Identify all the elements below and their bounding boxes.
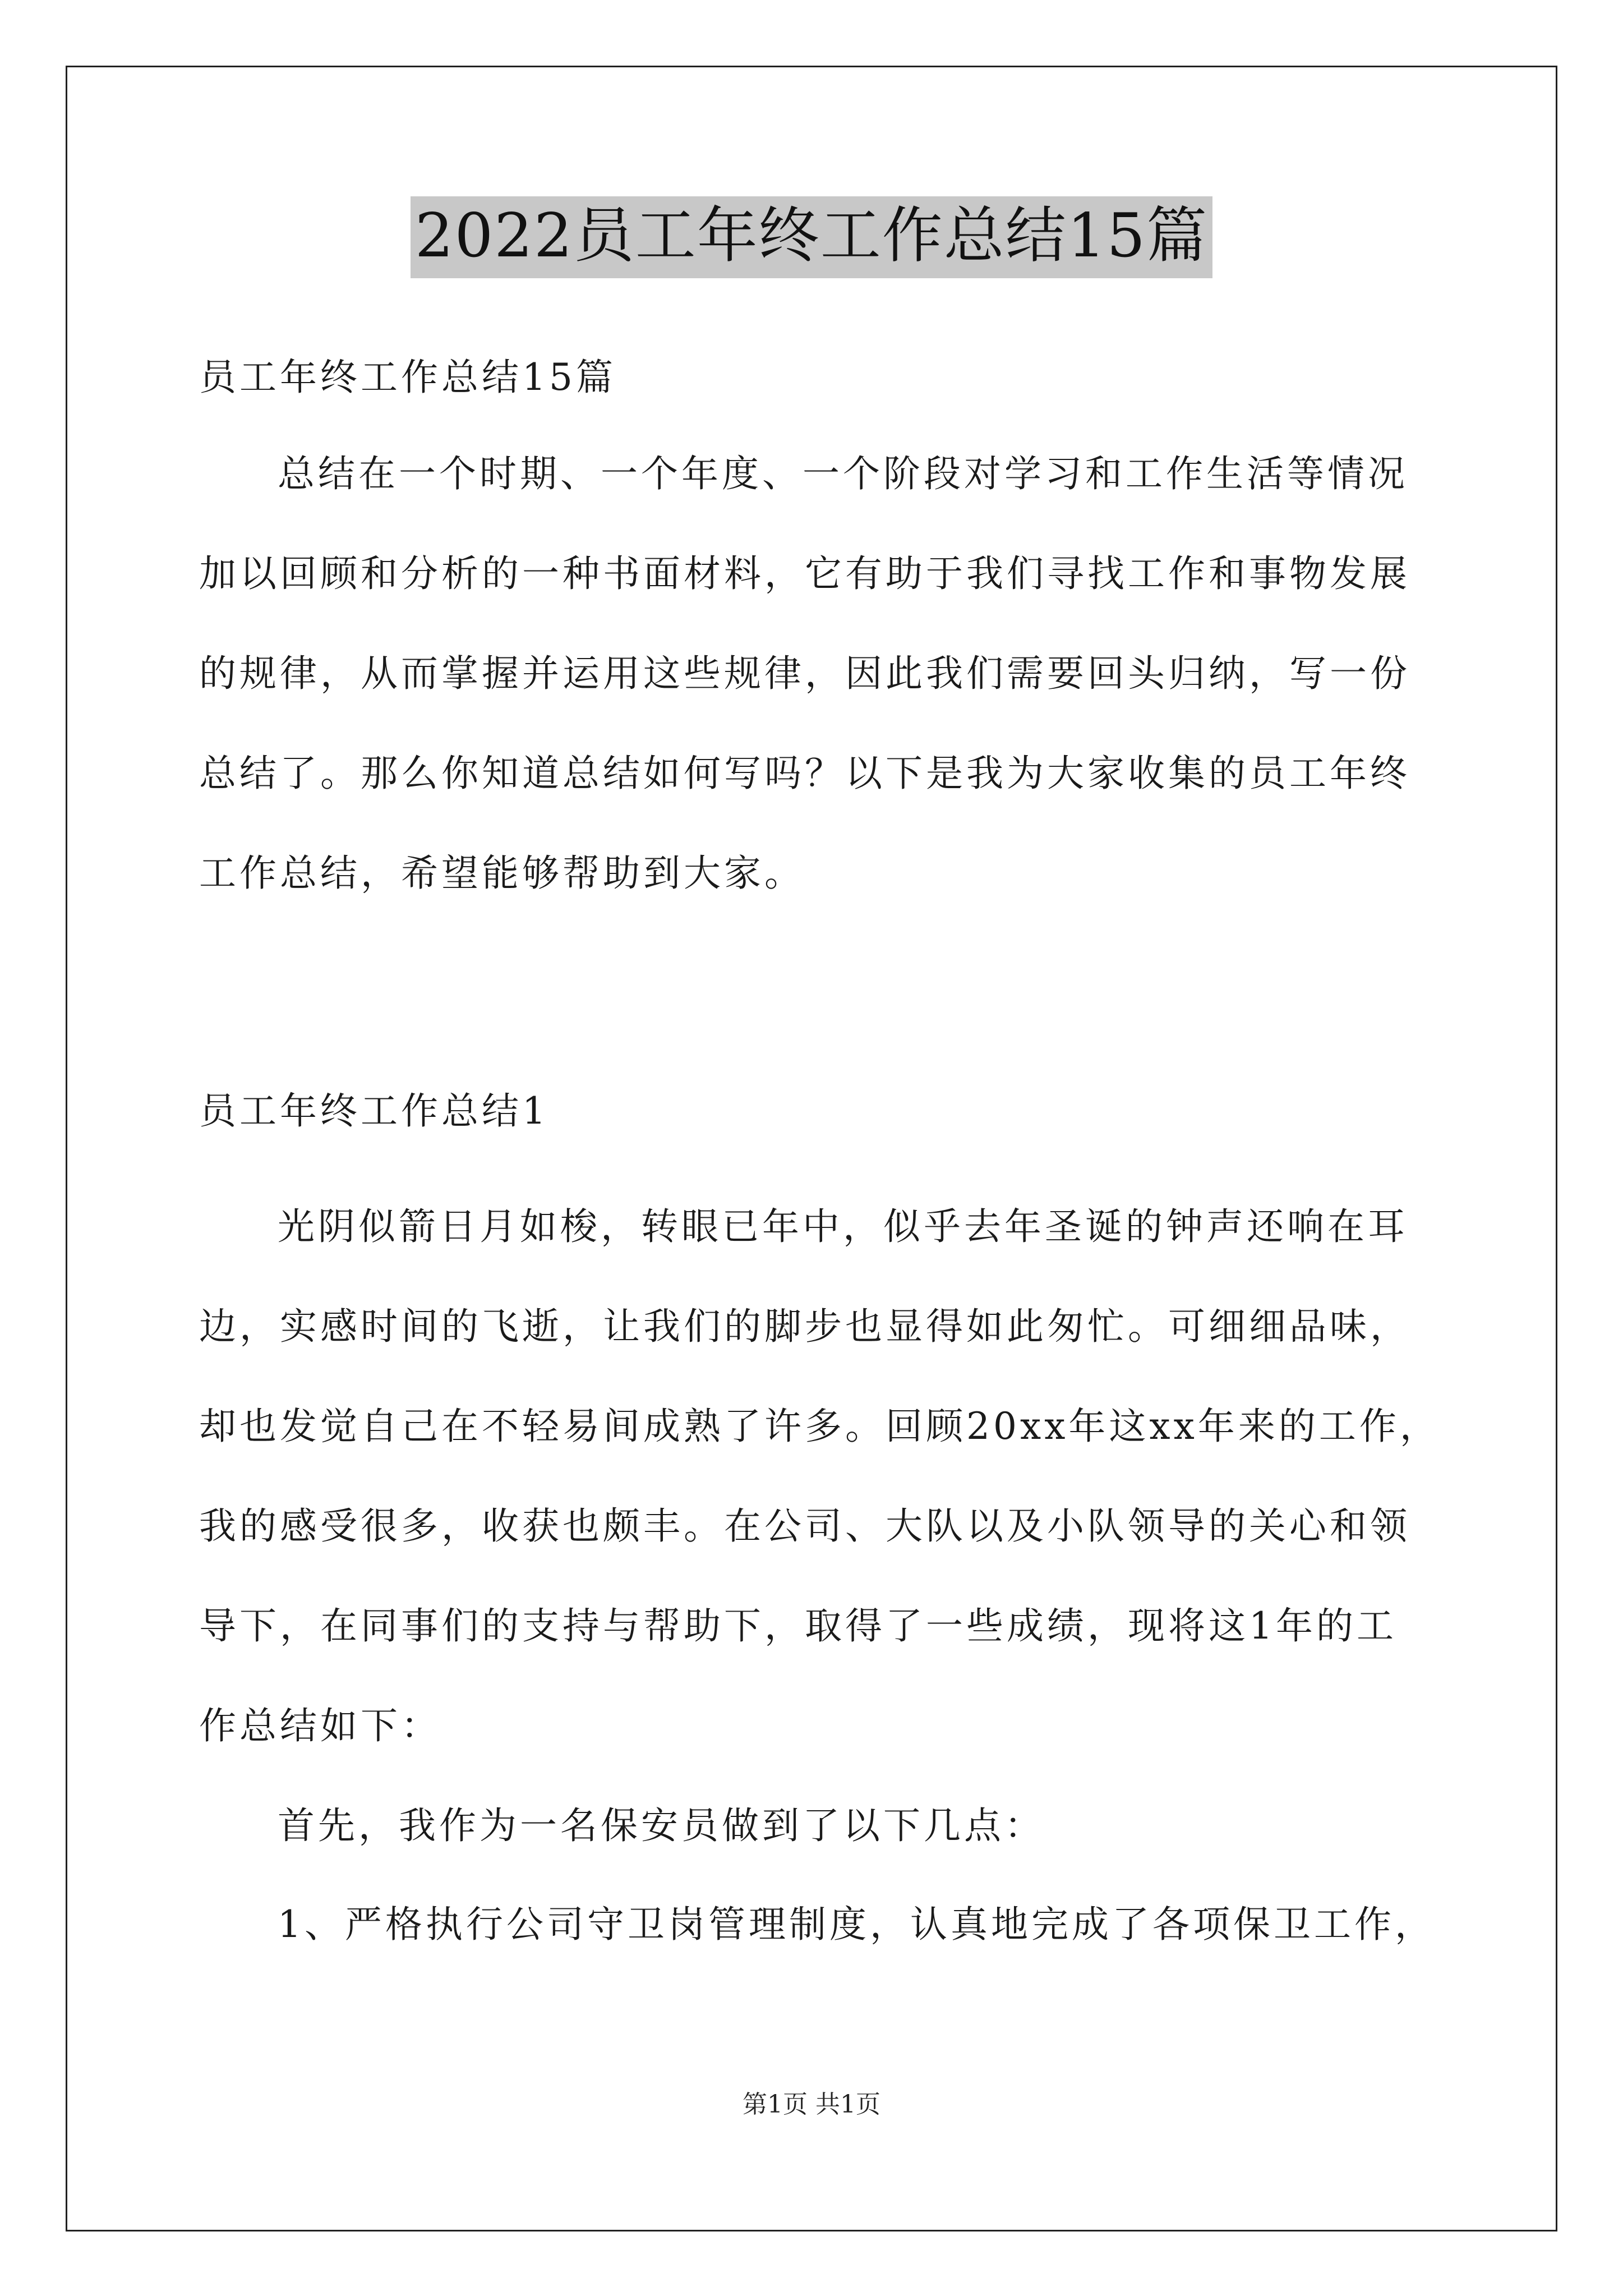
points-intro: 首先，我作为一名保安员做到了以下几点： [278,1804,1045,1847]
page-footer: 第1页 共1页 [743,2090,880,2119]
point-1: 1、严格执行公司守卫岗管理制度，认真地完成了各项保卫工作， [278,1903,1435,1946]
intro-line-5: 工作总结，希望能够帮助到大家。 [199,852,805,895]
intro-line-1: 总结在一个时期、一个年度、一个阶段对学习和工作生活等情况 [278,452,1408,495]
section-1-line-3: 却也发觉自己在不轻易间成熟了许多。回顾20xx年这xx年来的工作， [199,1405,1440,1448]
section-1-line-6: 作总结如下： [199,1704,441,1747]
section-1-line-4: 我的感受很多，收获也颇丰。在公司、大队以及小队领导的关心和领 [199,1504,1410,1548]
intro-line-3: 的规律，从而掌握并运用这些规律，因此我们需要回头归纳，写一份 [199,652,1410,695]
section-1-line-5: 导下，在同事们的支持与帮助下，取得了一些成绩，现将这1年的工 [199,1604,1397,1648]
document-title: 2022员工年终工作总结15篇 [411,196,1212,278]
title-container [0,196,1623,278]
intro-line-4: 总结了。那么你知道总结如何写吗？以下是我为大家收集的员工年终 [199,752,1410,795]
section-1-heading: 员工年终工作总结1 [199,1089,549,1133]
intro-line-2: 加以回顾和分析的一种书面材料，它有助于我们寻找工作和事物发展 [199,552,1410,595]
section-1-line-2: 边，实感时间的飞逝，让我们的脚步也显得如此匆忙。可细细品味， [199,1305,1410,1348]
document-subtitle: 员工年终工作总结15篇 [199,356,616,399]
section-1-line-1: 光阴似箭日月如梭，转眼已年中，似乎去年圣诞的钟声还响在耳 [278,1205,1408,1248]
